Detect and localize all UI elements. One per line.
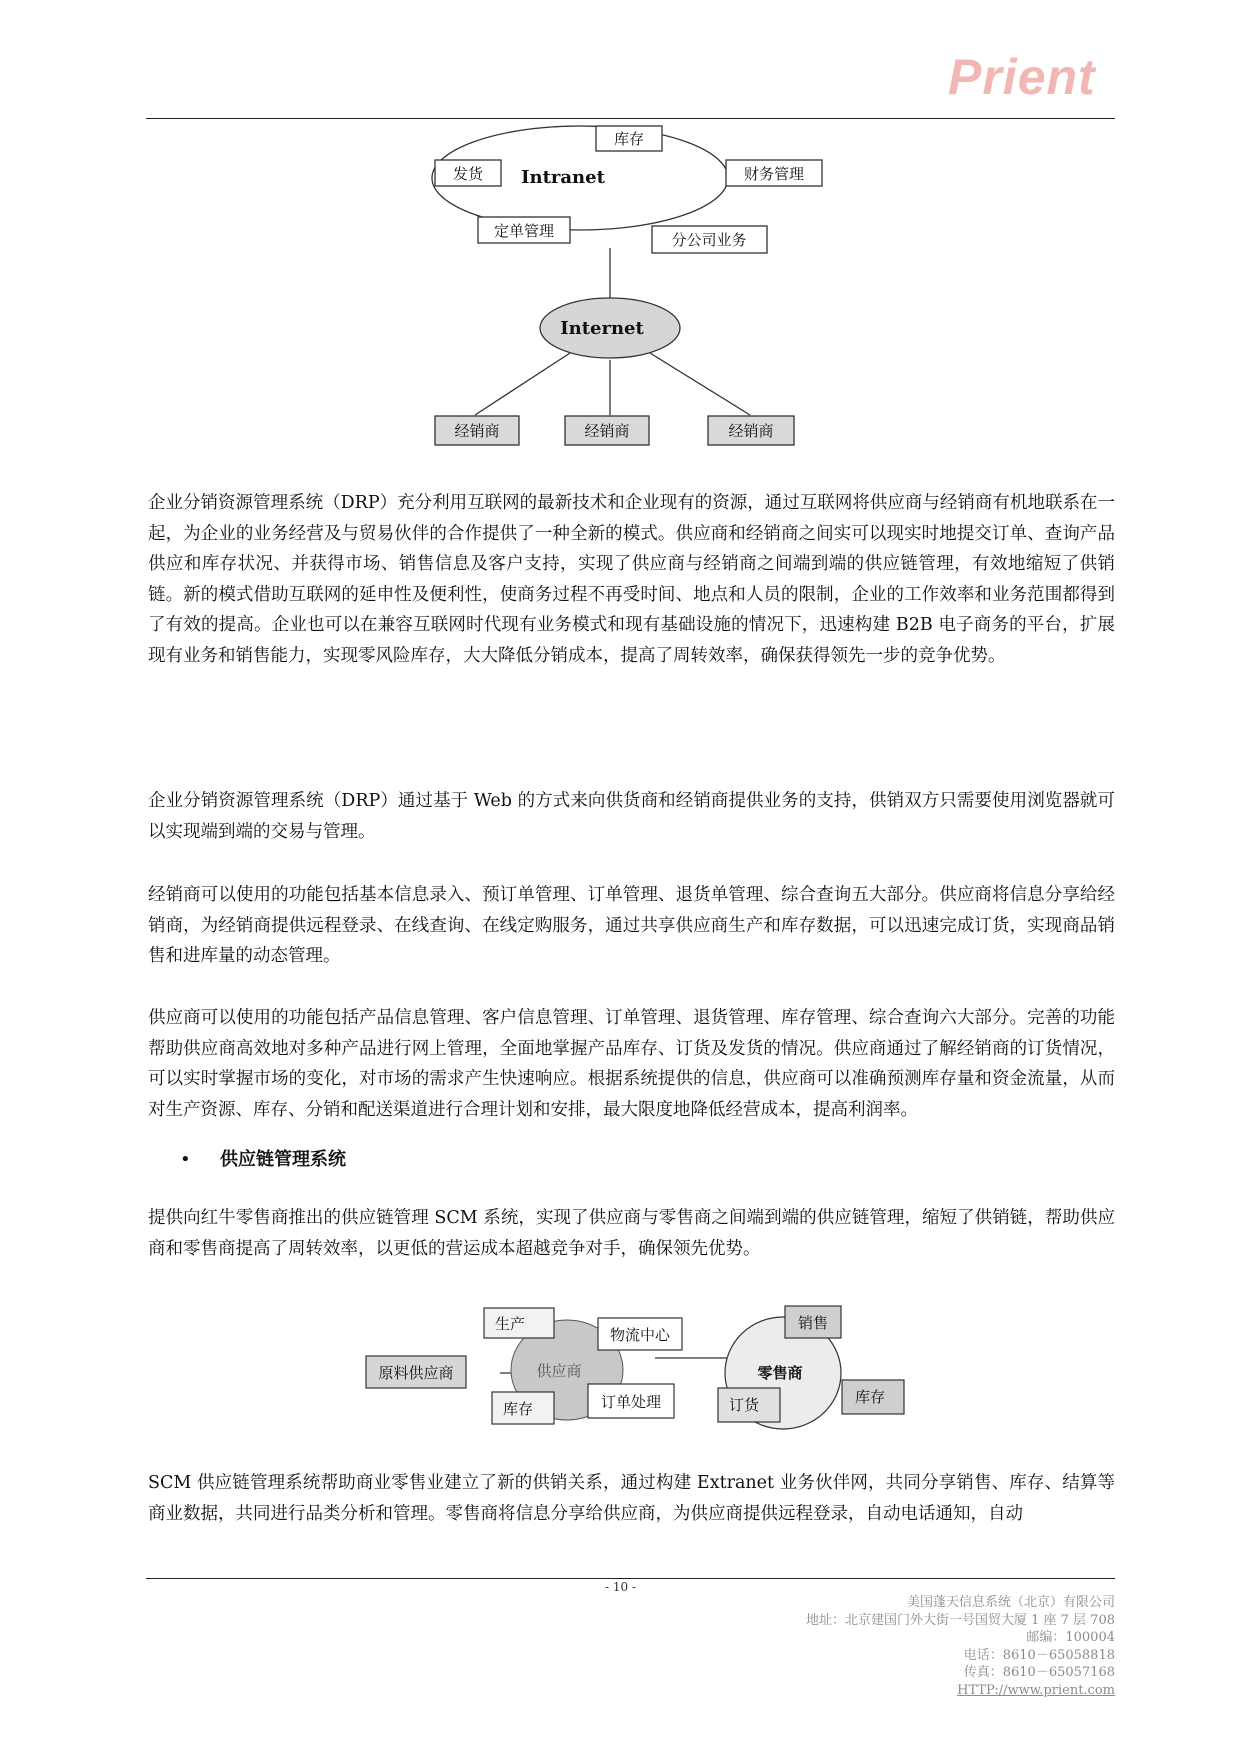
node-shipping [435, 160, 501, 186]
footer-company: 美国蓬天信息系统（北京）有限公司 [906, 1595, 1115, 1610]
paragraph-dealer-functions: 经销商可以使用的功能包括基本信息录入、预订单管理、订单管理、退货单管理、综合查询五大部分。供应商将信息分享给经销商，为经销商提供远程登录、在线查询、在线定购服务，通过共享供应商生产和库存数据，可以迅速完成订货，实现商品销售和进库量的动态管理。 [148, 885, 1115, 966]
connector-dealer-1 [475, 353, 570, 415]
svg-text:经销商: 经销商 [584, 422, 630, 440]
footer-address: 地址：北京建国门外大街一号国贸大厦 1 座 7 层 708 [805, 1612, 1115, 1628]
page-number: - 10 - [604, 1580, 636, 1594]
node-inventory-right [842, 1380, 904, 1414]
paragraph-supplier-functions: 供应商可以使用的功能包括产品信息管理、客户信息管理、订单管理、退货管理、库存管理、综合查询六大部分。完善的功能帮助供应商高效地对多种产品进行网上管理，全面地掌握产品库存、订货及发货的情况。供应商通过了解经销商的订货情况，可以实时掌握市场的变化，对市场的需求产生快速响应。根据系统提供的信息，供应商可以准确预测库存量和资金流量，从而对生产资源、库存、分销和配送渠道进行合理计划和安排，最大限度地降低经营成本，提高利润率。 [148, 1008, 1115, 1120]
node-order-mgmt [478, 217, 570, 243]
svg-text:定单管理: 定单管理 [493, 222, 555, 240]
node-sales [785, 1306, 841, 1338]
svg-text:物流中心: 物流中心 [609, 1326, 671, 1344]
footer-postcode: 邮编：100004 [1026, 1630, 1115, 1645]
paragraph-drp-web: 企业分销资源管理系统（DRP）通过基于 Web 的方式来向供货商和经销商提供业务的支持，供销双方只需要使用浏览器就可以实现端到端的交易与管理。 [148, 791, 1115, 842]
node-branch [652, 226, 767, 253]
connector-dealer-3 [650, 353, 750, 415]
footer-website-link[interactable]: HTTP://www.prient.com [957, 1682, 1115, 1698]
retailer-label: 零售商 [757, 1364, 803, 1382]
svg-text:分公司业务: 分公司业务 [671, 231, 747, 249]
svg-text:经销商: 经销商 [454, 422, 500, 440]
node-dealer-2 [565, 416, 649, 445]
paragraph-scm-intro: 提供向红牛零售商推出的供应链管理 SCM 系统，实现了供应商与零售商之间端到端的供应链管理，缩短了供销链，帮助供应商和零售商提高了周转效率，以更低的营运成本超越竞争对手，确保领先优势。 [148, 1208, 1115, 1259]
node-inventory-left [492, 1392, 554, 1424]
footer-contact [806, 1594, 1115, 1699]
intranet-internet-diagram [420, 120, 840, 455]
svg-text:销售: 销售 [797, 1314, 829, 1332]
intranet-label: Intranet [521, 167, 605, 188]
supply-chain-diagram [360, 1300, 910, 1435]
section-heading-scm [180, 1145, 346, 1175]
header-divider [146, 118, 1115, 119]
paragraph-drp-overview: 企业分销资源管理系统（DRP）充分利用互联网的最新技术和企业现有的资源，通过互联网将供应商与经销商有机地联系在一起，为企业的业务经营及与贸易伙伴的合作提供了一种全新的模式。供应商和经销商之间实可以现实时地提交订单、查询产品供应和库存状况、并获得市场、销售信息及客户支持，实现了供应商与经销商之间端到端的供应链管理，有效地缩短了供销链。新的模式借助互联网的延申性及便利性，使商务过程不再受时间、地点和人员的限制，企业的工作效率和业务范围都得到了有效的提高。企业也可以在兼容互联网时代现有业务模式和现有基础设施的情况下，迅速构建 B2B 电子商务的平台，扩展现有业务和销售能力，实现零风险库存，大大降低分销成本，提高了周转效率，确保获得领先一步的竞争优势。 [148, 493, 1115, 666]
node-logistics [598, 1318, 682, 1350]
paragraph-scm-details: SCM 供应链管理系统帮助商业零售业建立了新的供销关系，通过构建 Extranet 业务伙伴网，共同分享销售、库存、结算等商业数据，共同进行品类分析和管理。零售商将信息分享给供应商，为供应商提供远程登录，自动电话通知，自动 [148, 1473, 1115, 1524]
node-inventory [596, 126, 662, 151]
svg-text:经销商: 经销商 [728, 422, 774, 440]
company-logo: Prient [948, 49, 1096, 105]
supplier-label: 供应商 [536, 1362, 582, 1380]
node-ordering [718, 1388, 780, 1422]
svg-text:库存: 库存 [613, 130, 645, 148]
internet-label: Internet [560, 318, 644, 339]
svg-text:库存: 库存 [854, 1388, 886, 1406]
section-heading-text: 供应链管理系统 [220, 1149, 346, 1170]
node-dealer-1 [435, 416, 519, 445]
footer-phone: 电话：8610－65058818 [963, 1647, 1115, 1663]
footer-fax: 传真：8610－65057168 [963, 1665, 1115, 1680]
node-production [484, 1308, 554, 1338]
svg-text:原料供应商: 原料供应商 [378, 1364, 454, 1382]
svg-text:发货: 发货 [452, 165, 484, 183]
node-finance [726, 160, 822, 186]
svg-text:财务管理: 财务管理 [743, 165, 805, 183]
footer-divider [146, 1578, 1115, 1579]
svg-text:库存: 库存 [502, 1400, 534, 1418]
svg-text:生产: 生产 [494, 1315, 526, 1333]
bullet-dot: • [180, 1149, 191, 1170]
node-order-processing [588, 1384, 674, 1418]
svg-text:订货: 订货 [728, 1396, 760, 1414]
node-raw-supplier [366, 1356, 466, 1388]
svg-text:订单处理: 订单处理 [600, 1393, 662, 1411]
node-dealer-3 [708, 416, 794, 445]
